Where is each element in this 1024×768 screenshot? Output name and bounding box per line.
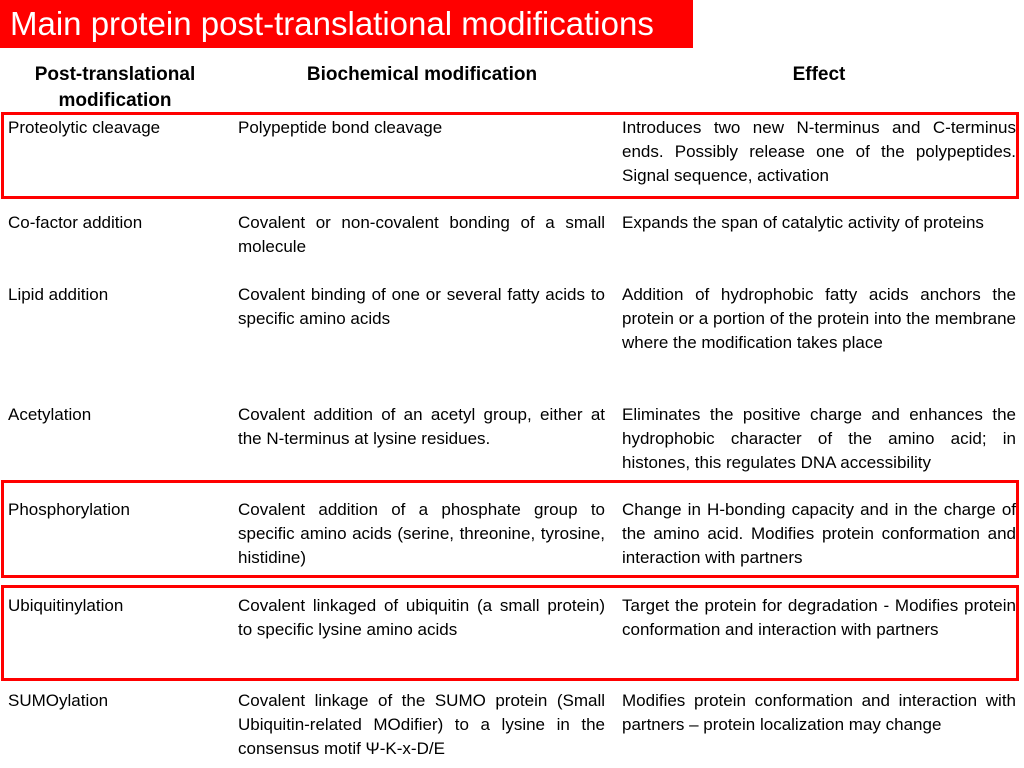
biochemical-cell: Covalent binding of one or several fatty acids to specific amino acids	[238, 285, 605, 328]
ptm-cell: SUMOylation	[8, 691, 109, 710]
effect-cell: Target the protein for degradation - Modifies protein conformation and interaction with partners	[622, 596, 1016, 639]
effect-cell: Introduces two new N-terminus and C-terminus ends. Possibly release one of the polypeptides. Signal sequence, activation	[622, 118, 1016, 185]
slide-title: Main protein post-translational modifications	[0, 0, 693, 48]
biochemical-cell: Covalent or non-covalent bonding of a small molecule	[238, 213, 605, 256]
biochemical-cell: Covalent addition of an acetyl group, either at the N-terminus at lysine residues.	[238, 405, 605, 448]
biochemical-cell: Covalent addition of a phosphate group to specific amino acids (serine, threonine, tyrosine, histidine)	[238, 500, 605, 567]
biochemical-cell: Covalent linkaged of ubiquitin (a small protein) to specific lysine amino acids	[238, 596, 605, 639]
effect-cell: Eliminates the positive charge and enhances the hydrophobic character of the amino acid; in histones, this regulates DNA accessibility	[622, 405, 1016, 472]
header-biochemical: Biochemical modification	[306, 64, 538, 85]
ptm-cell: Acetylation	[8, 405, 92, 424]
ptm-cell: Ubiquitinylation	[8, 596, 124, 615]
header-effect: Effect	[792, 64, 846, 85]
header-ptm: Post-translational modification	[34, 64, 196, 111]
biochemical-cell: Polypeptide bond cleavage	[238, 118, 443, 137]
effect-cell: Change in H-bonding capacity and in the charge of the amino acid. Modifies protein conformation and interaction with partners	[622, 500, 1016, 567]
ptm-cell: Lipid addition	[8, 285, 109, 304]
ptm-cell: Co-factor addition	[8, 213, 143, 232]
effect-cell: Expands the span of catalytic activity of proteins	[622, 213, 984, 232]
effect-cell: Addition of hydrophobic fatty acids anchors the protein or a portion of the protein into the membrane where the modification takes place	[622, 285, 1016, 352]
ptm-cell: Phosphorylation	[8, 500, 130, 519]
ptm-cell: Proteolytic cleavage	[8, 118, 161, 137]
effect-cell: Modifies protein conformation and interaction with partners – protein localization may change	[622, 691, 1016, 734]
biochemical-cell: Covalent linkage of the SUMO protein (Small Ubiquitin-related MOdifier) to a lysine in the consensus motif Ψ-K-x-D/E	[238, 691, 605, 758]
